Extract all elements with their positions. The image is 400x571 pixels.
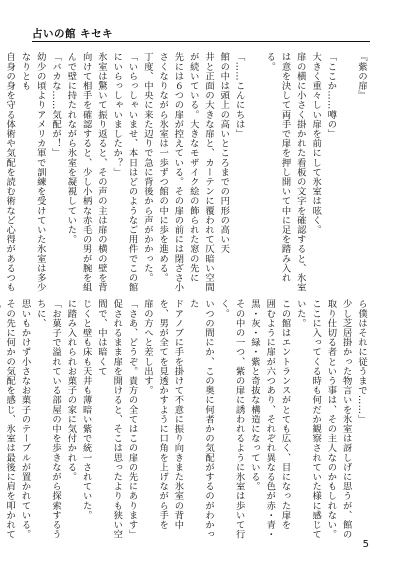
page-number: 5 bbox=[362, 539, 369, 550]
text-line: 「お菓子で溢れている部屋の中を歩きながら探索するうちに、 bbox=[34, 299, 62, 539]
text-line: 氷室は驚いて振り返ると、その声の主は扉の横の壁を背 bbox=[95, 52, 107, 292]
text-line: 幼少の頃よりアメリカ軍で訓練を受けていた氷室は多少なりとも bbox=[19, 52, 46, 292]
text-line: 少し芝居掛かった物言いを氷室は訝しげに思うが、館の bbox=[340, 299, 352, 539]
text-line: 「バカな……気配が！」 bbox=[50, 52, 62, 158]
text-line: 『紫の扉』 bbox=[356, 52, 367, 100]
text-line bbox=[247, 52, 262, 292]
header-title: 占いの館 キセキ bbox=[32, 28, 114, 40]
text-line: 黒・灰・緑・紫と奇抜な構造になっている。 bbox=[248, 299, 260, 491]
text-line: 「さあ、どうぞ。貴方の全てはこの扉の先にあります」 bbox=[126, 299, 138, 539]
text-line: その中の一つ、紫の扉に誘われるように氷室は歩いて行く。 bbox=[218, 299, 245, 539]
text-line: その先に何かの気配を感じ、氷室は最後に肩を叩かれて bbox=[4, 299, 16, 539]
text-line: この館はエントランスがとても広く、目になった扉を bbox=[279, 299, 291, 530]
text-line: は意を決して両手で扉を押し開いて中に足を踏み入れる。 bbox=[264, 52, 291, 283]
text-line: 促されるまま扉を開けると、そこは思ったよりも狭い空間で、中は暗くて bbox=[95, 299, 123, 539]
text-line: 扉の横に小さく掛かれた看板の文字を確認すると、氷室 bbox=[294, 52, 306, 292]
page-header bbox=[32, 25, 370, 42]
text-line: 「……こんにちは」 bbox=[233, 52, 245, 139]
text-line: 取り仕切る者という事は、その主人なのかもしれない。 bbox=[325, 299, 337, 539]
vertical-text-top bbox=[4, 52, 369, 292]
text-line: 思いもかけず小さなお菓子のテーブルが置かれている。 bbox=[19, 299, 31, 539]
text-line: ここに入ってくる時も何だか観察されていた様に感じていた。 bbox=[294, 299, 322, 539]
text-line: じくと壁も床も天井も薄暗い紫で統一されていた。 bbox=[80, 299, 92, 520]
text-line: 「いらっしゃいませ、本日はどのようなご用件でこの館 bbox=[126, 52, 138, 292]
text-line: に踏み入れられお菓子の家に気付かれる。 bbox=[65, 299, 77, 482]
text-line: にいらっしゃいましたか？」 bbox=[111, 52, 123, 177]
text-line: 丁度、中央に来た辺りで急に背後から声がかかった。 bbox=[141, 52, 153, 283]
text-line: 館の中は頭上の高いところまでの円形の高い天 bbox=[218, 52, 230, 254]
text-line: ら僕はそれに従うまで……」 bbox=[356, 299, 367, 424]
text-line: 扉の方へと差し出す。 bbox=[141, 299, 153, 395]
text-line: が続いている。大きなモザイク絵の飾られた窓の先に bbox=[187, 52, 199, 283]
text-line: さくなりながら氷室は一歩ずつ館の中に歩を進める。 bbox=[157, 52, 169, 283]
text-line: 自身の身を守る体術や気配を読む術など心得があるつも bbox=[4, 52, 16, 292]
text-line: 「ここか……噂の」 bbox=[325, 52, 337, 139]
text-line: 囲むように扉が六つあり、それぞれ異なる色が赤・青・ bbox=[264, 299, 276, 539]
vertical-text-bottom bbox=[4, 299, 369, 539]
text-line: いつの間にか、この奥に何者かの気配がするのがわかった bbox=[187, 299, 215, 539]
text-block-bottom bbox=[4, 299, 369, 539]
text-line: 先には６つの扉が控えている。その扉の前には閉ざさ小 bbox=[172, 52, 184, 292]
text-line: ドアノブに手を掛けて不意に振り向きまた氷室の背中 bbox=[172, 299, 184, 530]
text-line: んで壁に持たれながら氷室を凝視していた。 bbox=[65, 52, 77, 244]
text-line: 向けて相手を確認すると、少し小柄な赤毛の男が腕を組 bbox=[80, 52, 92, 292]
text-line: 井と正面の大きな扉と、カーテンに覆われて仄暗い空間 bbox=[203, 52, 215, 292]
text-line: 大きく重々しい扉を前にして氷室は呟く。 bbox=[310, 52, 322, 235]
text-line: を、男が全てを見透かすように口角を上げながら手を bbox=[157, 299, 169, 530]
text-block-top bbox=[4, 52, 369, 292]
text-line bbox=[338, 52, 353, 292]
